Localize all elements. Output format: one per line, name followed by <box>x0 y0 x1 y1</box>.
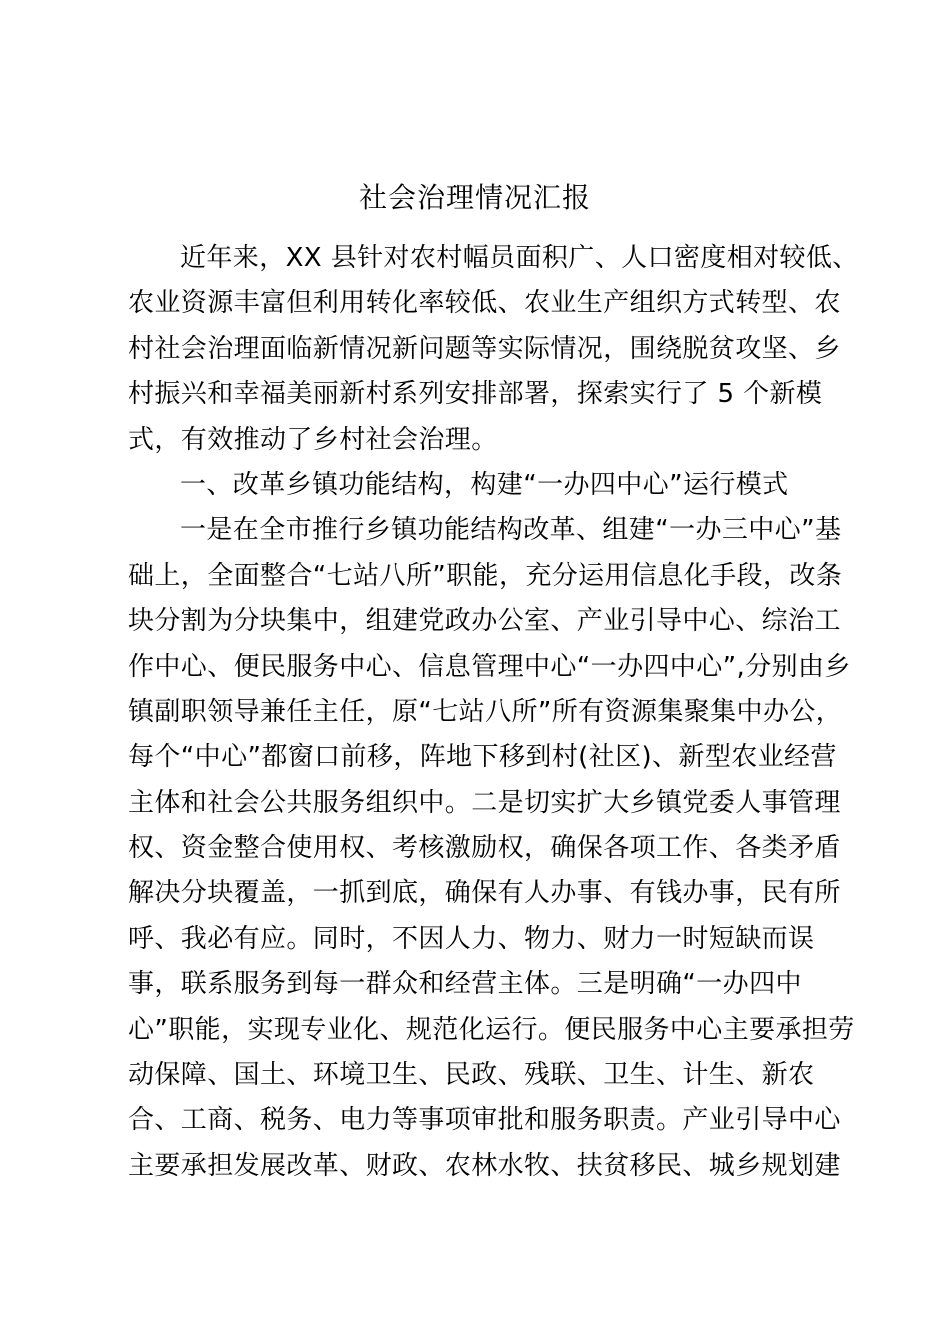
text-line: 呼、我必有应。同时，不因人力、物力、财力一时短缺而误 <box>128 923 815 954</box>
text-line: 动保障、国土、环境卫生、民政、残联、卫生、计生、新农 <box>128 1060 815 1091</box>
text-line: 权、资金整合使用权、考核激励权，确保各项工作、各类矛盾 <box>128 833 841 864</box>
section-heading: 一、改革乡镇功能结构，构建“一办四中心”运行模式 <box>180 469 789 500</box>
text-line: 村社会治理面临新情况新问题等实际情况，围绕脱贫攻坚、乡 <box>128 333 841 364</box>
text-line: 作中心、便民服务中心、信息管理中心“一办四中心”,分别由乡 <box>128 651 851 682</box>
document-title: 社会治理情况汇报 <box>358 181 591 214</box>
text-line: 近年来，XX 县针对农村幅员面积广、人口密度相对较低、 <box>180 243 859 273</box>
text-line: 主体和社会公共服务组织中。二是切实扩大乡镇党委人事管理 <box>128 787 841 818</box>
text-line: 式，有效推动了乡村社会治理。 <box>128 424 498 455</box>
text-line: 村振兴和幸福美丽新村系列安排部署，探索实行了 5 个新模 <box>128 379 823 410</box>
text-line: 每个“中心”都窗口前移，阵地下移到村(社区)、新型农业经营 <box>128 742 837 773</box>
document-body <box>128 236 859 1189</box>
text-line: 心”职能，实现专业化、规范化运行。便民服务中心主要承担劳 <box>128 1014 855 1045</box>
text-line: 主要承担发展改革、财政、农林水牧、扶贫移民、城乡规划建 <box>128 1150 841 1181</box>
text-line: 一是在全市推行乡镇功能结构改革、组建“一办三中心”基 <box>180 515 842 546</box>
text-line: 镇副职领导兼任主任，原“七站八所”所有资源集聚集中办公， <box>128 696 843 727</box>
text-line: 事，联系服务到每一群众和经营主体。三是明确“一办四中 <box>128 969 802 1000</box>
text-line: 解决分块覆盖，一抓到底，确保有人办事、有钱办事，民有所 <box>128 878 841 909</box>
text-line: 块分割为分块集中，组建党政办公室、产业引导中心、综治工 <box>128 606 841 637</box>
text-line: 农业资源丰富但利用转化率较低、农业生产组织方式转型、农 <box>128 288 841 319</box>
text-line: 础上，全面整合“七站八所”职能，充分运用信息化手段，改条 <box>128 560 843 591</box>
text-line: 合、工商、税务、电力等事项审批和服务职责。产业引导中心 <box>128 1105 841 1136</box>
